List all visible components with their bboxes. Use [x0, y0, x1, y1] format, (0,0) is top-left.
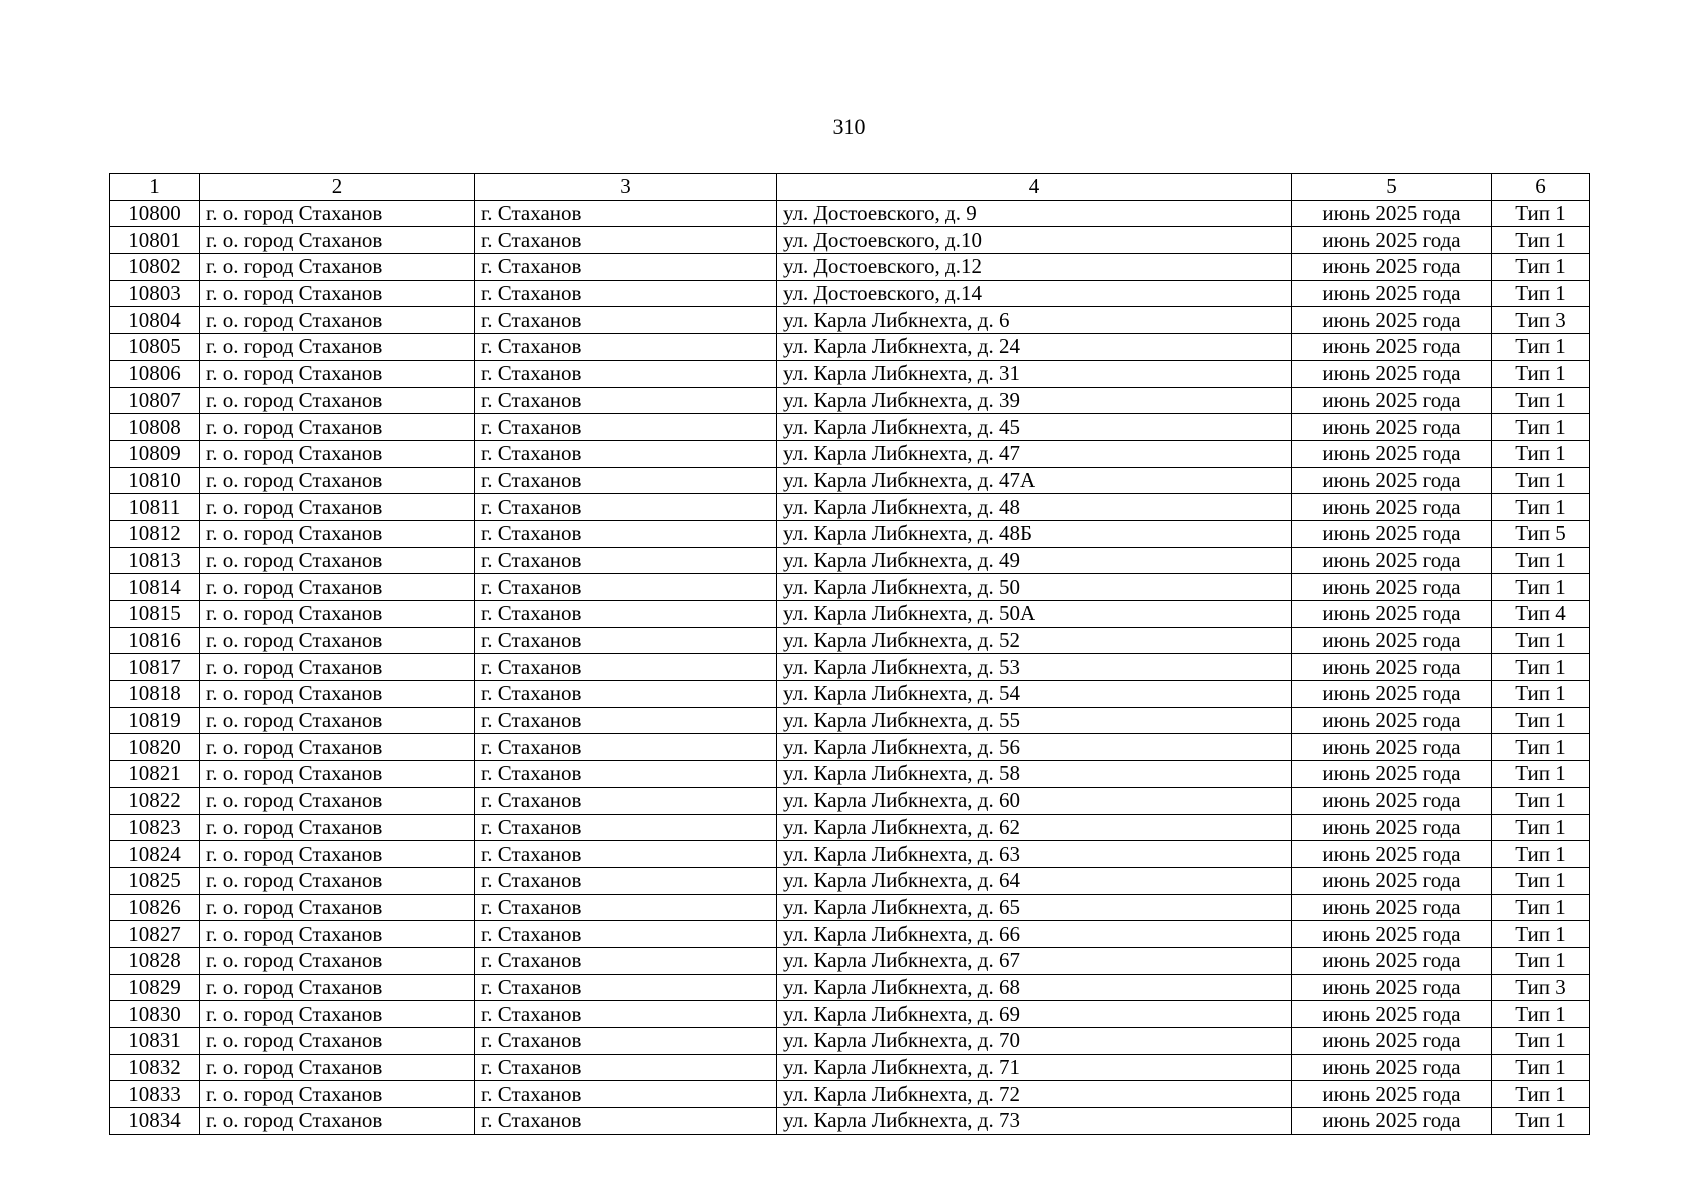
- address-cell: ул. Карла Либкнехта, д. 50: [777, 574, 1292, 601]
- district-cell: г. о. город Стаханов: [200, 360, 475, 387]
- city-cell: г. Стаханов: [475, 440, 777, 467]
- row-number-cell: 10805: [110, 334, 200, 361]
- date-cell: июнь 2025 года: [1292, 414, 1492, 441]
- row-number-cell: 10809: [110, 440, 200, 467]
- address-cell: ул. Достоевского, д. 9: [777, 200, 1292, 227]
- address-cell: ул. Карла Либкнехта, д. 58: [777, 761, 1292, 788]
- city-cell: г. Стаханов: [475, 627, 777, 654]
- city-cell: г. Стаханов: [475, 547, 777, 574]
- city-cell: г. Стаханов: [475, 334, 777, 361]
- row-number-cell: 10812: [110, 520, 200, 547]
- city-cell: г. Стаханов: [475, 280, 777, 307]
- district-cell: г. о. город Стаханов: [200, 1054, 475, 1081]
- city-cell: г. Стаханов: [475, 1001, 777, 1028]
- city-cell: г. Стаханов: [475, 200, 777, 227]
- row-number-cell: 10833: [110, 1081, 200, 1108]
- row-number-cell: 10826: [110, 894, 200, 921]
- city-cell: г. Стаханов: [475, 894, 777, 921]
- address-cell: ул. Карла Либкнехта, д. 56: [777, 734, 1292, 761]
- type-cell: Тип 1: [1492, 894, 1590, 921]
- row-number-cell: 10834: [110, 1108, 200, 1135]
- district-cell: г. о. город Стаханов: [200, 414, 475, 441]
- date-cell: июнь 2025 года: [1292, 1108, 1492, 1135]
- city-cell: г. Стаханов: [475, 307, 777, 334]
- address-cell: ул. Карла Либкнехта, д. 47А: [777, 467, 1292, 494]
- date-cell: июнь 2025 года: [1292, 520, 1492, 547]
- city-cell: г. Стаханов: [475, 761, 777, 788]
- city-cell: г. Стаханов: [475, 1054, 777, 1081]
- table-row: [110, 387, 1590, 414]
- row-number-cell: 10825: [110, 867, 200, 894]
- city-cell: г. Стаханов: [475, 841, 777, 868]
- type-cell: Тип 1: [1492, 574, 1590, 601]
- column-header: 4: [777, 174, 1292, 201]
- row-number-cell: 10814: [110, 574, 200, 601]
- column-header: 3: [475, 174, 777, 201]
- date-cell: июнь 2025 года: [1292, 307, 1492, 334]
- row-number-cell: 10807: [110, 387, 200, 414]
- date-cell: июнь 2025 года: [1292, 627, 1492, 654]
- date-cell: июнь 2025 года: [1292, 894, 1492, 921]
- district-cell: г. о. город Стаханов: [200, 814, 475, 841]
- column-header: 1: [110, 174, 200, 201]
- table-row: [110, 814, 1590, 841]
- city-cell: г. Стаханов: [475, 467, 777, 494]
- date-cell: июнь 2025 года: [1292, 921, 1492, 948]
- address-cell: ул. Карла Либкнехта, д. 64: [777, 867, 1292, 894]
- date-cell: июнь 2025 года: [1292, 334, 1492, 361]
- table-row: [110, 734, 1590, 761]
- table-row: [110, 440, 1590, 467]
- date-cell: июнь 2025 года: [1292, 974, 1492, 1001]
- city-cell: г. Стаханов: [475, 1028, 777, 1055]
- address-cell: ул. Достоевского, д.14: [777, 280, 1292, 307]
- address-cell: ул. Карла Либкнехта, д. 73: [777, 1108, 1292, 1135]
- district-cell: г. о. город Стаханов: [200, 601, 475, 628]
- table-row: [110, 1028, 1590, 1055]
- type-cell: Тип 1: [1492, 1054, 1590, 1081]
- row-number-cell: 10802: [110, 254, 200, 281]
- address-cell: ул. Карла Либкнехта, д. 54: [777, 681, 1292, 708]
- type-cell: Тип 1: [1492, 867, 1590, 894]
- district-cell: г. о. город Стаханов: [200, 1001, 475, 1028]
- table-row: [110, 1081, 1590, 1108]
- type-cell: Тип 1: [1492, 494, 1590, 521]
- table-row: [110, 867, 1590, 894]
- table-row: [110, 1001, 1590, 1028]
- address-cell: ул. Карла Либкнехта, д. 71: [777, 1054, 1292, 1081]
- table-row: [110, 227, 1590, 254]
- table-row: [110, 894, 1590, 921]
- table-row: [110, 627, 1590, 654]
- date-cell: июнь 2025 года: [1292, 841, 1492, 868]
- table-row: [110, 360, 1590, 387]
- district-cell: г. о. город Стаханов: [200, 974, 475, 1001]
- row-number-cell: 10803: [110, 280, 200, 307]
- date-cell: июнь 2025 года: [1292, 360, 1492, 387]
- city-cell: г. Стаханов: [475, 974, 777, 1001]
- address-cell: ул. Карла Либкнехта, д. 60: [777, 787, 1292, 814]
- row-number-cell: 10824: [110, 841, 200, 868]
- district-cell: г. о. город Стаханов: [200, 574, 475, 601]
- type-cell: Тип 1: [1492, 414, 1590, 441]
- table-row: [110, 200, 1590, 227]
- type-cell: Тип 1: [1492, 387, 1590, 414]
- table-row: [110, 707, 1590, 734]
- district-cell: г. о. город Стаханов: [200, 654, 475, 681]
- type-cell: Тип 1: [1492, 761, 1590, 788]
- city-cell: г. Стаханов: [475, 707, 777, 734]
- city-cell: г. Стаханов: [475, 494, 777, 521]
- district-cell: г. о. город Стаханов: [200, 467, 475, 494]
- row-number-cell: 10819: [110, 707, 200, 734]
- row-number-cell: 10817: [110, 654, 200, 681]
- row-number-cell: 10828: [110, 947, 200, 974]
- date-cell: июнь 2025 года: [1292, 280, 1492, 307]
- page-number: 310: [832, 114, 866, 139]
- address-cell: ул. Карла Либкнехта, д. 31: [777, 360, 1292, 387]
- address-cell: ул. Карла Либкнехта, д. 45: [777, 414, 1292, 441]
- address-cell: ул. Карла Либкнехта, д. 72: [777, 1081, 1292, 1108]
- table-row: [110, 1054, 1590, 1081]
- district-cell: г. о. город Стаханов: [200, 280, 475, 307]
- row-number-cell: 10820: [110, 734, 200, 761]
- district-cell: г. о. город Стаханов: [200, 947, 475, 974]
- address-cell: ул. Карла Либкнехта, д. 68: [777, 974, 1292, 1001]
- date-cell: июнь 2025 года: [1292, 254, 1492, 281]
- type-cell: Тип 1: [1492, 814, 1590, 841]
- district-cell: г. о. город Стаханов: [200, 307, 475, 334]
- district-cell: г. о. город Стаханов: [200, 387, 475, 414]
- address-cell: ул. Достоевского, д.12: [777, 254, 1292, 281]
- date-cell: июнь 2025 года: [1292, 574, 1492, 601]
- table-row: [110, 414, 1590, 441]
- date-cell: июнь 2025 года: [1292, 707, 1492, 734]
- district-cell: г. о. город Стаханов: [200, 787, 475, 814]
- column-header: 2: [200, 174, 475, 201]
- district-cell: г. о. город Стаханов: [200, 1028, 475, 1055]
- city-cell: г. Стаханов: [475, 681, 777, 708]
- type-cell: Тип 1: [1492, 947, 1590, 974]
- city-cell: г. Стаханов: [475, 734, 777, 761]
- address-cell: ул. Карла Либкнехта, д. 48Б: [777, 520, 1292, 547]
- type-cell: Тип 1: [1492, 200, 1590, 227]
- city-cell: г. Стаханов: [475, 254, 777, 281]
- row-number-cell: 10830: [110, 1001, 200, 1028]
- table-row: [110, 681, 1590, 708]
- row-number-cell: 10806: [110, 360, 200, 387]
- row-number-cell: 10832: [110, 1054, 200, 1081]
- district-cell: г. о. город Стаханов: [200, 494, 475, 521]
- city-cell: г. Стаханов: [475, 574, 777, 601]
- district-cell: г. о. город Стаханов: [200, 254, 475, 281]
- table-row: [110, 574, 1590, 601]
- district-cell: г. о. город Стаханов: [200, 200, 475, 227]
- type-cell: Тип 3: [1492, 307, 1590, 334]
- registry-table: [109, 173, 1590, 1135]
- table-body: [110, 200, 1590, 1134]
- table-row: [110, 334, 1590, 361]
- type-cell: Тип 4: [1492, 601, 1590, 628]
- type-cell: Тип 1: [1492, 681, 1590, 708]
- address-cell: ул. Карла Либкнехта, д. 69: [777, 1001, 1292, 1028]
- table-row: [110, 520, 1590, 547]
- type-cell: Тип 3: [1492, 974, 1590, 1001]
- city-cell: г. Стаханов: [475, 227, 777, 254]
- row-number-cell: 10822: [110, 787, 200, 814]
- city-cell: г. Стаханов: [475, 387, 777, 414]
- city-cell: г. Стаханов: [475, 1108, 777, 1135]
- district-cell: г. о. город Стаханов: [200, 227, 475, 254]
- type-cell: Тип 1: [1492, 734, 1590, 761]
- address-cell: ул. Карла Либкнехта, д. 66: [777, 921, 1292, 948]
- district-cell: г. о. город Стаханов: [200, 841, 475, 868]
- city-cell: г. Стаханов: [475, 1081, 777, 1108]
- type-cell: Тип 1: [1492, 627, 1590, 654]
- table-row: [110, 841, 1590, 868]
- city-cell: г. Стаханов: [475, 921, 777, 948]
- table-row: [110, 254, 1590, 281]
- table-row: [110, 787, 1590, 814]
- type-cell: Тип 1: [1492, 841, 1590, 868]
- table-row: [110, 494, 1590, 521]
- address-cell: ул. Карла Либкнехта, д. 39: [777, 387, 1292, 414]
- table-row: [110, 547, 1590, 574]
- district-cell: г. о. город Стаханов: [200, 734, 475, 761]
- type-cell: Тип 1: [1492, 360, 1590, 387]
- table-row: [110, 921, 1590, 948]
- table-row: [110, 654, 1590, 681]
- date-cell: июнь 2025 года: [1292, 387, 1492, 414]
- district-cell: г. о. город Стаханов: [200, 761, 475, 788]
- row-number-cell: 10810: [110, 467, 200, 494]
- date-cell: июнь 2025 года: [1292, 814, 1492, 841]
- date-cell: июнь 2025 года: [1292, 654, 1492, 681]
- row-number-cell: 10804: [110, 307, 200, 334]
- address-cell: ул. Карла Либкнехта, д. 55: [777, 707, 1292, 734]
- type-cell: Тип 1: [1492, 440, 1590, 467]
- district-cell: г. о. город Стаханов: [200, 520, 475, 547]
- date-cell: июнь 2025 года: [1292, 547, 1492, 574]
- city-cell: г. Стаханов: [475, 601, 777, 628]
- city-cell: г. Стаханов: [475, 814, 777, 841]
- address-cell: ул. Карла Либкнехта, д. 24: [777, 334, 1292, 361]
- table-row: [110, 947, 1590, 974]
- address-cell: ул. Достоевского, д.10: [777, 227, 1292, 254]
- district-cell: г. о. город Стаханов: [200, 1081, 475, 1108]
- type-cell: Тип 1: [1492, 1081, 1590, 1108]
- table-row: [110, 307, 1590, 334]
- row-number-cell: 10823: [110, 814, 200, 841]
- address-cell: ул. Карла Либкнехта, д. 63: [777, 841, 1292, 868]
- type-cell: Тип 1: [1492, 334, 1590, 361]
- date-cell: июнь 2025 года: [1292, 467, 1492, 494]
- date-cell: июнь 2025 года: [1292, 1081, 1492, 1108]
- date-cell: июнь 2025 года: [1292, 494, 1492, 521]
- table-row: [110, 974, 1590, 1001]
- row-number-cell: 10818: [110, 681, 200, 708]
- type-cell: Тип 1: [1492, 1028, 1590, 1055]
- table-row: [110, 467, 1590, 494]
- table-header-row: [110, 174, 1590, 201]
- district-cell: г. о. город Стаханов: [200, 921, 475, 948]
- type-cell: Тип 1: [1492, 547, 1590, 574]
- city-cell: г. Стаханов: [475, 520, 777, 547]
- address-cell: ул. Карла Либкнехта, д. 6: [777, 307, 1292, 334]
- district-cell: г. о. город Стаханов: [200, 707, 475, 734]
- row-number-cell: 10801: [110, 227, 200, 254]
- table-row: [110, 601, 1590, 628]
- date-cell: июнь 2025 года: [1292, 761, 1492, 788]
- city-cell: г. Стаханов: [475, 947, 777, 974]
- date-cell: июнь 2025 года: [1292, 440, 1492, 467]
- district-cell: г. о. город Стаханов: [200, 547, 475, 574]
- date-cell: июнь 2025 года: [1292, 947, 1492, 974]
- address-cell: ул. Карла Либкнехта, д. 52: [777, 627, 1292, 654]
- district-cell: г. о. город Стаханов: [200, 1108, 475, 1135]
- date-cell: июнь 2025 года: [1292, 601, 1492, 628]
- type-cell: Тип 1: [1492, 787, 1590, 814]
- address-cell: ул. Карла Либкнехта, д. 49: [777, 547, 1292, 574]
- table-row: [110, 280, 1590, 307]
- row-number-cell: 10800: [110, 200, 200, 227]
- type-cell: Тип 5: [1492, 520, 1590, 547]
- type-cell: Тип 1: [1492, 921, 1590, 948]
- row-number-cell: 10829: [110, 974, 200, 1001]
- city-cell: г. Стаханов: [475, 360, 777, 387]
- city-cell: г. Стаханов: [475, 654, 777, 681]
- date-cell: июнь 2025 года: [1292, 227, 1492, 254]
- date-cell: июнь 2025 года: [1292, 1001, 1492, 1028]
- address-cell: ул. Карла Либкнехта, д. 53: [777, 654, 1292, 681]
- date-cell: июнь 2025 года: [1292, 867, 1492, 894]
- row-number-cell: 10816: [110, 627, 200, 654]
- address-cell: ул. Карла Либкнехта, д. 65: [777, 894, 1292, 921]
- address-cell: ул. Карла Либкнехта, д. 50А: [777, 601, 1292, 628]
- district-cell: г. о. город Стаханов: [200, 867, 475, 894]
- type-cell: Тип 1: [1492, 280, 1590, 307]
- row-number-cell: 10808: [110, 414, 200, 441]
- district-cell: г. о. город Стаханов: [200, 681, 475, 708]
- address-cell: ул. Карла Либкнехта, д. 67: [777, 947, 1292, 974]
- row-number-cell: 10815: [110, 601, 200, 628]
- row-number-cell: 10827: [110, 921, 200, 948]
- city-cell: г. Стаханов: [475, 867, 777, 894]
- table-row: [110, 761, 1590, 788]
- date-cell: июнь 2025 года: [1292, 787, 1492, 814]
- district-cell: г. о. город Стаханов: [200, 894, 475, 921]
- row-number-cell: 10813: [110, 547, 200, 574]
- type-cell: Тип 1: [1492, 467, 1590, 494]
- address-cell: ул. Карла Либкнехта, д. 70: [777, 1028, 1292, 1055]
- date-cell: июнь 2025 года: [1292, 1028, 1492, 1055]
- district-cell: г. о. город Стаханов: [200, 627, 475, 654]
- date-cell: июнь 2025 года: [1292, 681, 1492, 708]
- row-number-cell: 10821: [110, 761, 200, 788]
- type-cell: Тип 1: [1492, 654, 1590, 681]
- type-cell: Тип 1: [1492, 1001, 1590, 1028]
- city-cell: г. Стаханов: [475, 414, 777, 441]
- date-cell: июнь 2025 года: [1292, 734, 1492, 761]
- district-cell: г. о. город Стаханов: [200, 334, 475, 361]
- type-cell: Тип 1: [1492, 707, 1590, 734]
- address-cell: ул. Карла Либкнехта, д. 48: [777, 494, 1292, 521]
- column-header: 5: [1292, 174, 1492, 201]
- table-row: [110, 1108, 1590, 1135]
- address-cell: ул. Карла Либкнехта, д. 47: [777, 440, 1292, 467]
- city-cell: г. Стаханов: [475, 787, 777, 814]
- date-cell: июнь 2025 года: [1292, 200, 1492, 227]
- row-number-cell: 10831: [110, 1028, 200, 1055]
- date-cell: июнь 2025 года: [1292, 1054, 1492, 1081]
- type-cell: Тип 1: [1492, 227, 1590, 254]
- address-cell: ул. Карла Либкнехта, д. 62: [777, 814, 1292, 841]
- type-cell: Тип 1: [1492, 254, 1590, 281]
- type-cell: Тип 1: [1492, 1108, 1590, 1135]
- row-number-cell: 10811: [110, 494, 200, 521]
- district-cell: г. о. город Стаханов: [200, 440, 475, 467]
- column-header: 6: [1492, 174, 1590, 201]
